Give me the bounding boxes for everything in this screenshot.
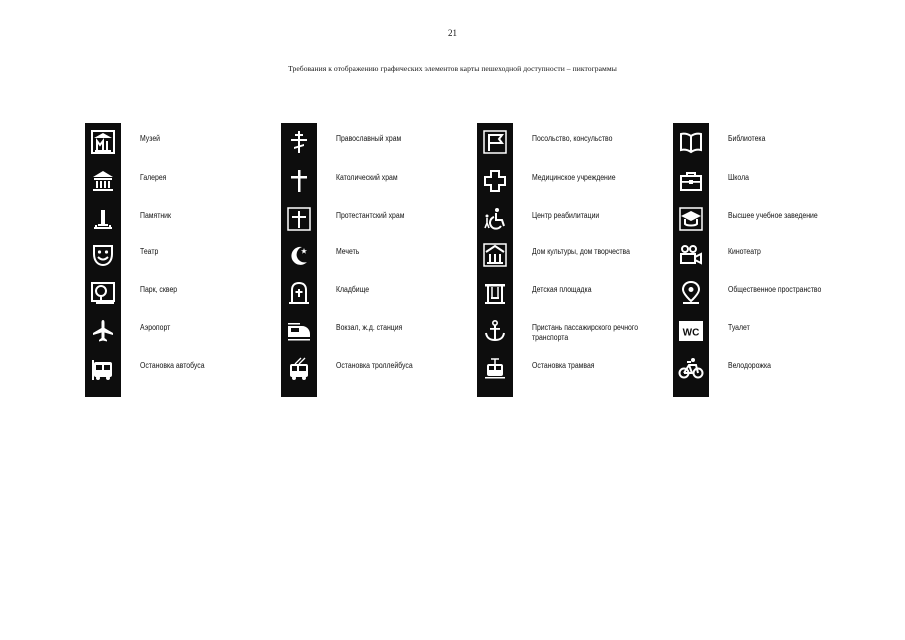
tram-stop-icon: [482, 356, 508, 382]
pictogram-label: Мечеть: [336, 247, 360, 256]
pictogram-label: Дом культуры, дом творчества: [532, 247, 630, 256]
pictogram-column: [673, 123, 863, 398]
pictogram-label: Посольство, консульство: [532, 134, 613, 143]
playground-icon: [482, 280, 508, 306]
pier-anchor-icon: [482, 318, 508, 344]
pictogram-item: [477, 354, 667, 386]
pictogram-column: [281, 123, 471, 398]
pictogram-label: Вокзал, ж.д. станция: [336, 323, 403, 332]
wc-icon: [678, 318, 704, 344]
monument-icon: [90, 206, 116, 232]
library-book-icon: [678, 129, 704, 155]
pictogram-label: Протестантский храм: [336, 211, 405, 220]
pictogram-label: Музей: [140, 134, 160, 143]
university-cap-icon: [678, 206, 704, 232]
pictogram-label: Православный храм: [336, 134, 402, 143]
pictogram-item: [85, 204, 275, 236]
pictogram-label: Библиотека: [728, 134, 766, 143]
wc-icon-text: WC: [682, 327, 700, 339]
pictogram-label: Остановка автобуса: [140, 361, 205, 370]
public-space-pin-icon: [678, 280, 704, 306]
orthodox-church-icon: [286, 129, 312, 155]
theatre-icon: [90, 242, 116, 268]
pictogram-label: Кладбище: [336, 285, 370, 294]
pictogram-item: [281, 127, 471, 159]
pictogram-label: Велодорожка: [728, 361, 771, 370]
pictogram-item: [673, 354, 863, 386]
pictogram-label: Детская площадка: [532, 285, 592, 294]
pictogram-item: [281, 166, 471, 198]
pictogram-label: Общественное пространство: [728, 285, 822, 294]
pictogram-item: [477, 316, 667, 348]
embassy-flag-icon: [482, 129, 508, 155]
pictogram-label: Центр реабилитации: [532, 211, 600, 220]
pictogram-item: [477, 204, 667, 236]
airport-icon: [90, 318, 116, 344]
pictogram-item: [85, 127, 275, 159]
pictogram-item: [477, 240, 667, 272]
school-briefcase-icon: [678, 168, 704, 194]
pictogram-item: [85, 278, 275, 310]
pictogram-item: [85, 166, 275, 198]
pictogram-item: [673, 127, 863, 159]
cemetery-icon: [286, 280, 312, 306]
pictogram-item: [281, 204, 471, 236]
pictogram-label: Школа: [728, 173, 749, 182]
mosque-icon: [286, 242, 312, 268]
pictogram-item: [477, 278, 667, 310]
medical-cross-icon: [482, 168, 508, 194]
pictogram-column: [85, 123, 275, 398]
pictogram-item: [281, 278, 471, 310]
catholic-church-icon: [286, 168, 312, 194]
pictogram-label: Театр: [140, 247, 159, 256]
pictogram-label: Галерея: [140, 173, 167, 182]
pictogram-label: Парк, сквер: [140, 285, 178, 294]
museum-icon: [90, 129, 116, 155]
pictogram-item: [281, 240, 471, 272]
pictogram-item: [477, 166, 667, 198]
pictogram-item: [281, 316, 471, 348]
bicycle-icon: [678, 356, 704, 382]
protestant-church-icon: [286, 206, 312, 232]
pictogram-item: [477, 127, 667, 159]
pictogram-label: Медицинское учреждение: [532, 173, 616, 182]
pictogram-item: [673, 240, 863, 272]
pictogram-item: [673, 278, 863, 310]
pictogram-label: Аэропорт: [140, 323, 171, 332]
page-number: 21: [448, 28, 457, 38]
trolleybus-stop-icon: [286, 356, 312, 382]
pictogram-label: Пристань пассажирского речного транспорта: [532, 323, 639, 342]
pictogram-item: [281, 354, 471, 386]
rehabilitation-icon: [482, 206, 508, 232]
pictogram-label: Высшее учебное заведение: [728, 211, 818, 220]
pictogram-item: [673, 316, 863, 348]
pictogram-label: Католический храм: [336, 173, 398, 182]
pictogram-item: [85, 240, 275, 272]
page-title: Требования к отображению графических элементов карты пешеходной доступности – пиктограммы: [288, 64, 617, 73]
pictogram-item: [85, 354, 275, 386]
bus-stop-icon: [90, 356, 116, 382]
gallery-icon: [90, 168, 116, 194]
pictogram-label: Кинотеатр: [728, 247, 761, 256]
cinema-camera-icon: [678, 242, 704, 268]
pictogram-label: Остановка трамвая: [532, 361, 595, 370]
culture-house-icon: [482, 242, 508, 268]
pictogram-item: [85, 316, 275, 348]
pictogram-label: Остановка троллейбуса: [336, 361, 413, 370]
park-icon: [90, 280, 116, 306]
pictogram-column: [477, 123, 667, 398]
train-station-icon: [286, 318, 312, 344]
pictogram-label: Туалет: [728, 323, 750, 332]
pictogram-item: [673, 204, 863, 236]
pictogram-item: [673, 166, 863, 198]
pictogram-label: Памятник: [140, 211, 172, 220]
